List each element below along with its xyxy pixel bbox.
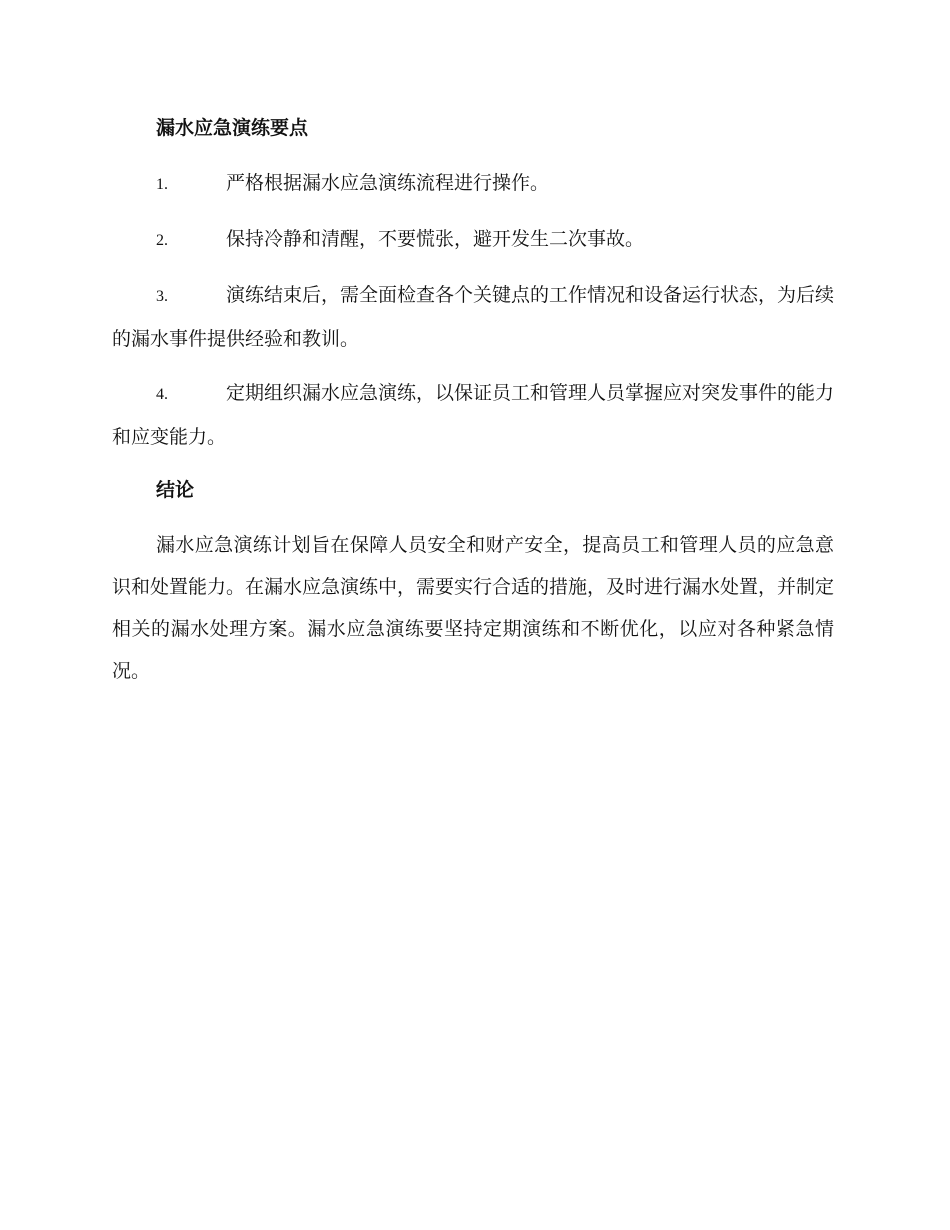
list-item-number: 3. — [156, 288, 168, 305]
list-item-number: 4. — [156, 386, 168, 403]
list-item — [112, 162, 834, 206]
list-item — [112, 218, 834, 262]
list-item-text: 保持冷静和清醒，不要慌张，避开发生二次事故。 — [226, 228, 645, 250]
section-heading-drill-points: 漏水应急演练要点 — [156, 117, 309, 139]
conclusion-paragraph: 漏水应急演练计划旨在保障人员安全和财产安全，提高员工和管理人员的应急意识和处置能力。在漏水应急演练中，需要实行合适的措施，及时进行漏水处置，并制定相关的漏水处理方案。漏水应急演练要坚持定期演练和不断优化，以应对各种紧急情况。 — [112, 534, 835, 682]
list-item-number: 1. — [156, 176, 168, 193]
list-item-text: 定期组织漏水应急演练，以保证员工和管理人员掌握应对突发事件的能力和应变能力。 — [112, 382, 835, 448]
section-heading-conclusion: 结论 — [156, 479, 195, 501]
list-item — [112, 274, 834, 360]
list-item-text: 严格根据漏水应急演练流程进行操作。 — [226, 172, 550, 194]
list-item-text: 演练结束后，需全面检查各个关键点的工作情况和设备运行状态，为后续的漏水事件提供经验和教训。 — [112, 284, 835, 350]
list-item-number: 2. — [156, 232, 168, 249]
document-content — [112, 108, 834, 692]
list-item — [112, 372, 834, 458]
